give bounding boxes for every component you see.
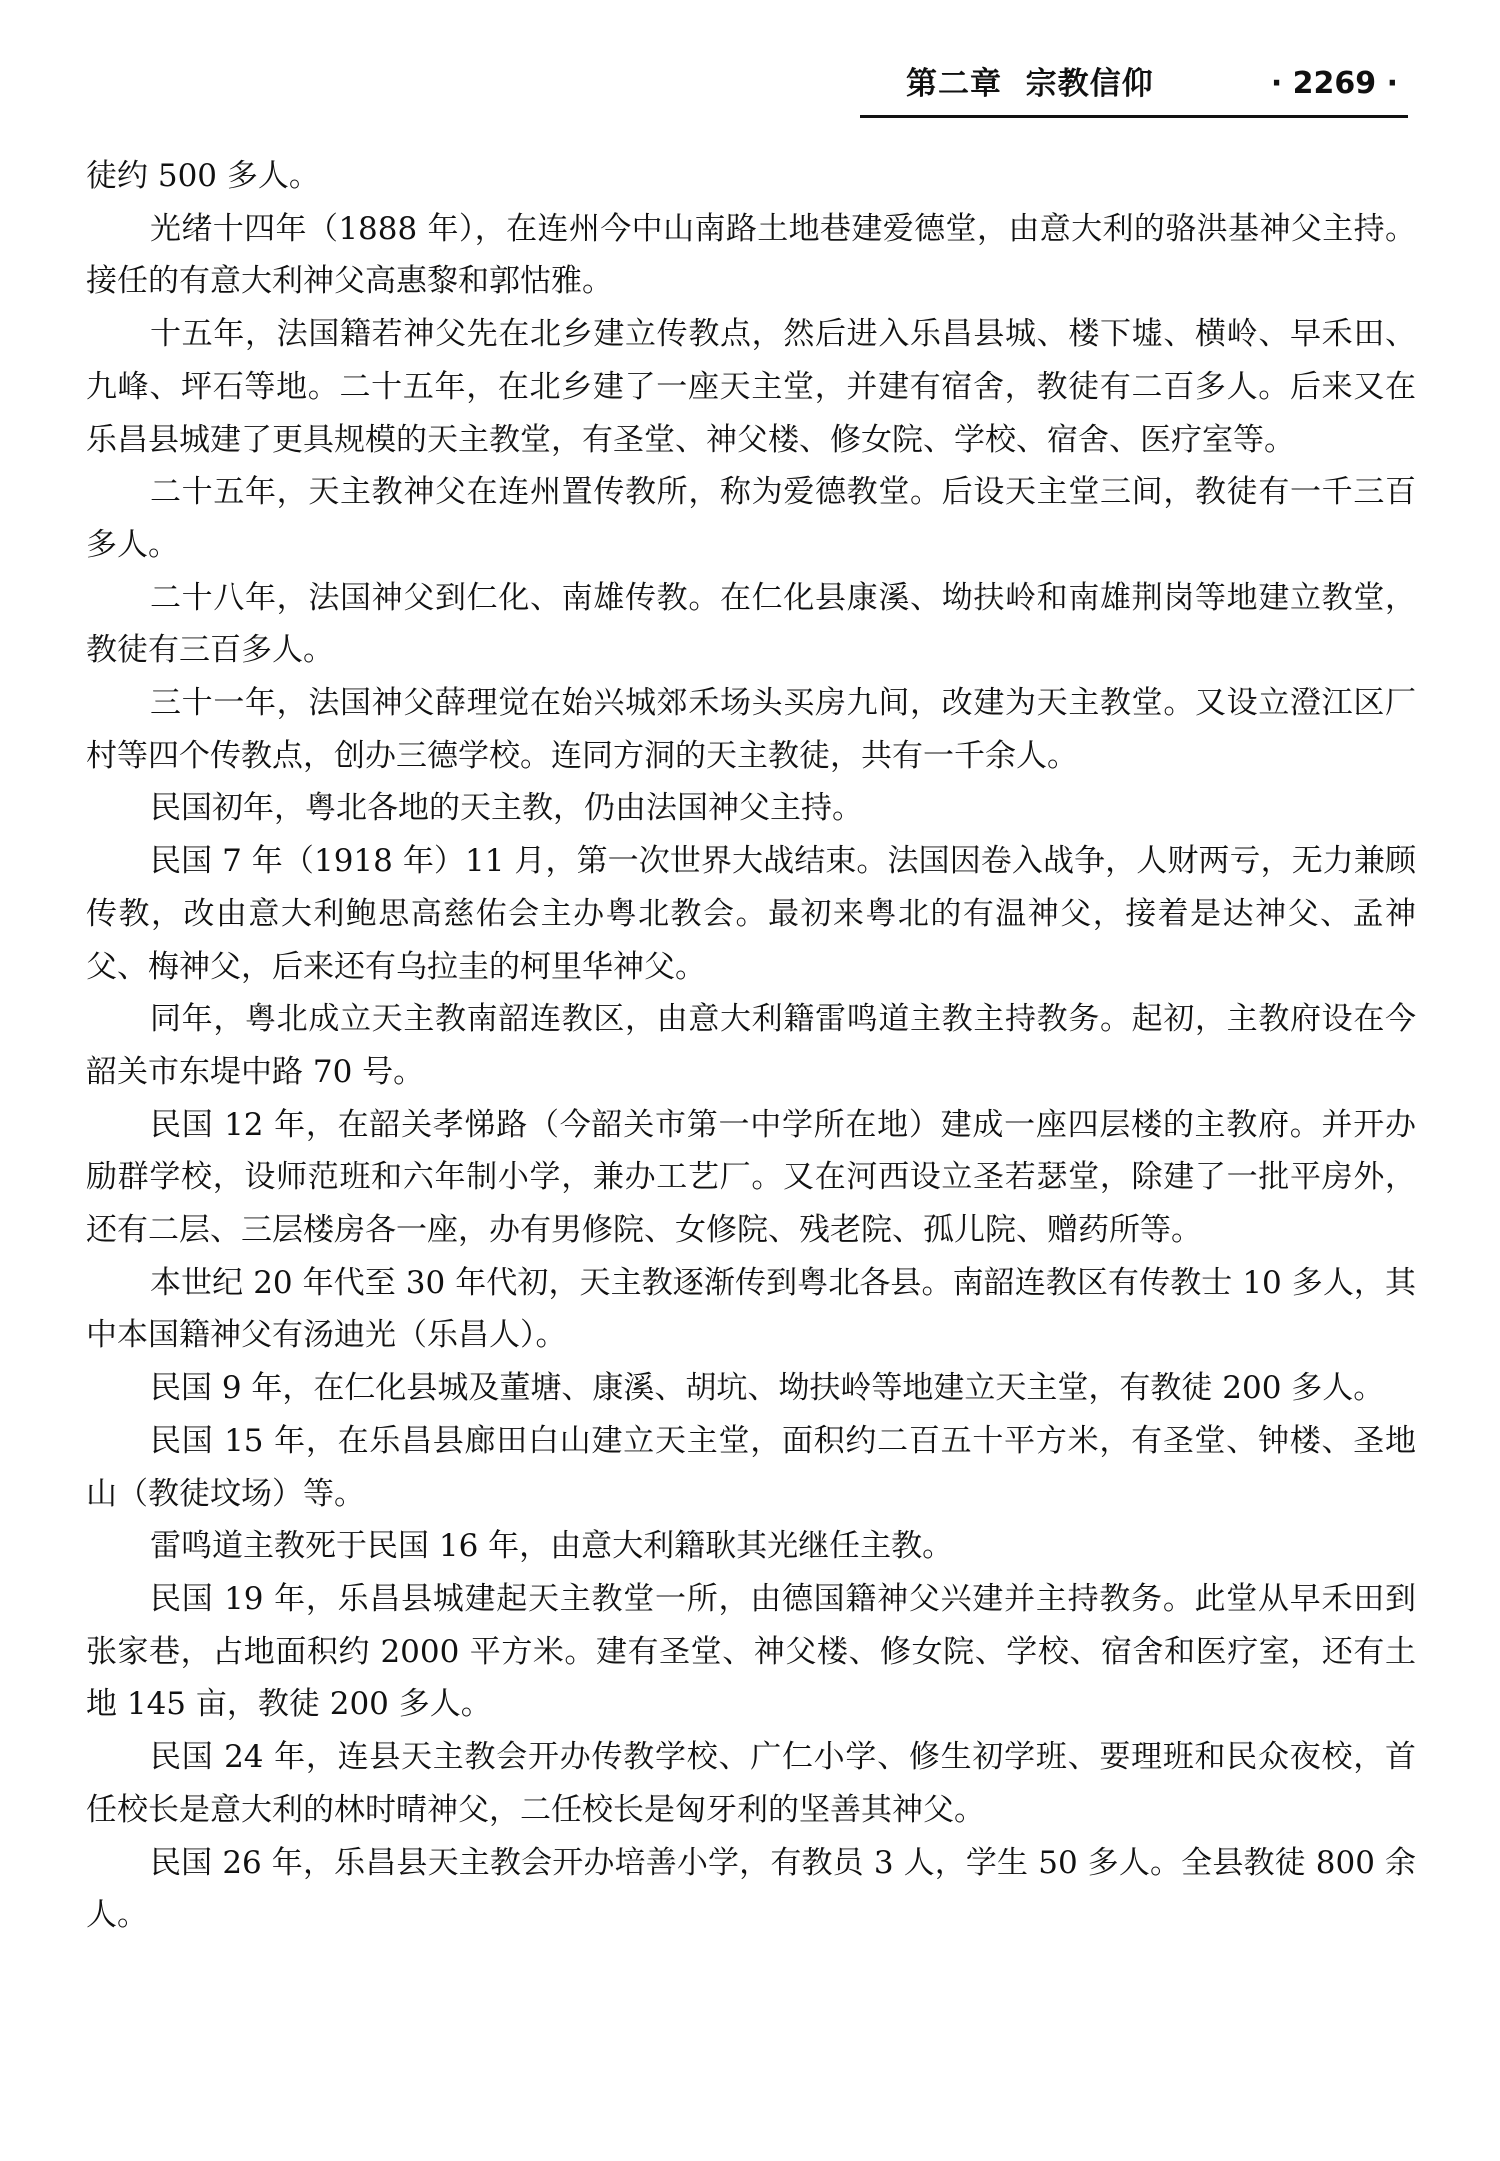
paragraph: 民国 7 年（1918 年）11 月，第一次世界大战结束。法国因卷入战争，人财两亏，无力兼顾传教，改由意大利鲍思高慈佑会主办粤北教会。最初来粤北的有温神父，接着是达神父、孟神父、梅神父，后来还有乌拉圭的柯里华神父。 — [86, 843, 1416, 985]
paragraph: 十五年，法国籍若神父先在北乡建立传教点，然后进入乐昌县城、楼下墟、横岭、早禾田、九峰、坪石等地。二十五年，在北乡建了一座天主堂，并建有宿舍，教徒有二百多人。后来又在乐昌县城建了更具规模的天主教堂，有圣堂、神父楼、修女院、学校、宿舍、医疗室等。 — [86, 316, 1416, 458]
chapter-title: 第二章 宗教信仰 — [906, 66, 1154, 102]
paragraph: 同年，粤北成立天主教南韶连教区，由意大利籍雷鸣道主教主持教务。起初，主教府设在今韶关市东堤中路 70 号。 — [86, 1001, 1416, 1090]
paragraph: 二十八年，法国神父到仁化、南雄传教。在仁化县康溪、坳扶岭和南雄荆岗等地建立教堂，教徒有三百多人。 — [86, 579, 1416, 669]
paragraph: 民国 19 年，乐昌县城建起天主教堂一所，由德国籍神父兴建并主持教务。此堂从早禾田到张家巷，占地面积约 2000 平方米。建有圣堂、神父楼、修女院、学校、宿舍和医疗室，还有土地 145 亩，教徒 200 多人。 — [86, 1580, 1416, 1723]
paragraph: 二十五年，天主教神父在连州置传教所，称为爱德教堂。后设天主堂三间，教徒有一千三百多人。 — [86, 474, 1416, 563]
running-header — [860, 62, 1408, 118]
paragraph: 民国 15 年，在乐昌县廊田白山建立天主堂，面积约二百五十平方米，有圣堂、钟楼、圣地山（教徒坟场）等。 — [86, 1422, 1416, 1512]
paragraph: 三十一年，法国神父薛理觉在始兴城郊禾场头买房九间，改建为天主教堂。又设立澄江区厂村等四个传教点，创办三德学校。连同方洞的天主教徒，共有一千余人。 — [86, 685, 1416, 774]
paragraph: 光绪十四年（1888 年），在连州今中山南路土地巷建爱德堂，由意大利的骆洪基神父主持。接任的有意大利神父高惠黎和郭怙雅。 — [86, 210, 1416, 300]
paragraph: 民国 26 年，乐昌县天主教会开办培善小学，有教员 3 人，学生 50 多人。全县教徒 800 余人。 — [86, 1844, 1416, 1934]
paragraph: 徒约 500 多人。 — [86, 158, 320, 194]
paragraph: 民国 9 年，在仁化县城及董塘、康溪、胡坑、坳扶岭等地建立天主堂，有教徒 200 多人。 — [150, 1370, 1385, 1407]
paragraph: 雷鸣道主教死于民国 16 年，由意大利籍耿其光继任主教。 — [150, 1528, 954, 1565]
paragraph: 民国 12 年，在韶关孝悌路（今韶关市第一中学所在地）建成一座四层楼的主教府。并开办励群学校，设师范班和六年制小学，兼办工艺厂。又在河西设立圣若瑟堂，除建了一批平房外，还有二层、三层楼房各一座，办有男修院、女修院、残老院、孤儿院、赠药所等。 — [86, 1106, 1416, 1249]
paragraph: 民国 24 年，连县天主教会开办传教学校、广仁小学、修生初学班、要理班和民众夜校，首任校长是意大利的林时晴神父，二任校长是匈牙利的坚善其神父。 — [86, 1739, 1416, 1828]
paragraph: 本世纪 20 年代至 30 年代初，天主教逐渐传到粤北各县。南韶连教区有传教士 10 多人，其中本国籍神父有汤迪光（乐昌人）。 — [86, 1264, 1416, 1354]
body-text — [86, 150, 1416, 1942]
paragraph: 民国初年，粤北各地的天主教，仍由法国神父主持。 — [150, 790, 863, 827]
page-number: · 2269 · — [1270, 66, 1398, 101]
